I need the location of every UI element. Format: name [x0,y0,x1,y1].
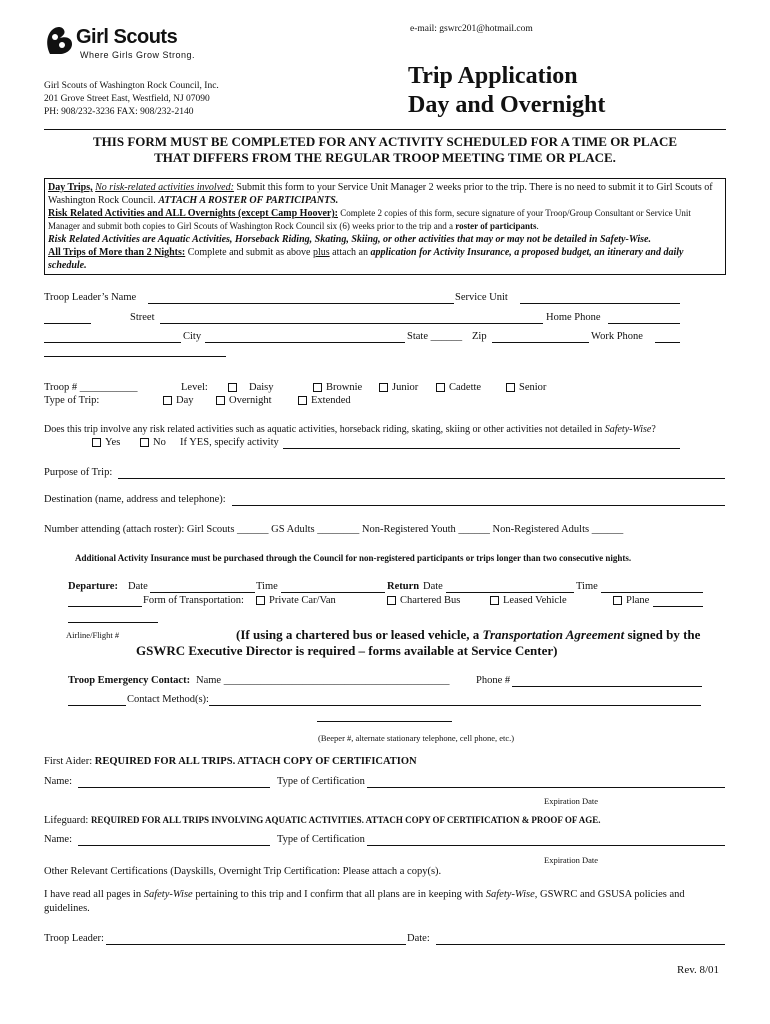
agreement-line1: I have read all pages in Safety-Wise pertaining to this trip and I confirm that all plans are in keeping with Safety-Wise, GSWRC and GSUSA policies and [44,889,685,900]
return-label: Return [387,581,420,592]
zip-field[interactable] [492,342,589,343]
trefoil-icon [44,26,74,56]
checkbox[interactable] [216,396,225,405]
level-cadette-label: Cadette [449,382,482,393]
lifeguard-name-label: Name: [44,834,72,845]
checkbox[interactable] [313,383,322,392]
departure-date-label: Date [128,581,148,592]
first-aider-cert-field[interactable] [367,787,725,788]
if-yes-field[interactable] [283,448,680,449]
return-time-label: Time [576,581,598,592]
trip-overnight[interactable] [216,395,272,406]
service-unit-field[interactable] [520,303,680,304]
airline-field[interactable] [68,622,158,623]
level-daisy[interactable] [228,382,274,393]
home-phone-field[interactable] [608,323,680,324]
sign-date-label: Date: [407,933,430,944]
lifeguard-label: Lifeguard: REQUIRED FOR ALL TRIPS INVOLVING AQUATIC ACTIVITIES. ATTACH COPY OF CERTIFICATION & PROOF OF AGE. [44,815,601,826]
first-aider-cert-label: Type of Certification [277,776,365,787]
troop-leader-name-label: Troop Leader’s Name [44,292,137,303]
departure-time-label: Time [256,581,278,592]
insurance-note: Additional Activity Insurance must be purchased through the Council for non-registered participants or trips longer than two consecutive nights. [75,553,632,563]
day-trips-text: Submit this form to your Service Unit Manager 2 weeks prior to the trip. There is no need to submit it to Girl Scouts of Washington Rock Council. [48,182,713,206]
day-trips-sublabel: No risk-related activities involved: [95,182,234,193]
transport-private-label: Private Car/Van [269,595,336,606]
level-label: Level: [181,382,208,393]
airline-label: Airline/Flight # [66,630,120,640]
risk-roster: roster of participants [455,221,537,231]
checkbox[interactable] [506,383,515,392]
attending-line[interactable]: Number attending (attach roster): Girl Scouts ______ GS Adults ________ Non-Registered Youth ______ Non-Registered Adults ______ [44,524,624,535]
service-unit-label: Service Unit [455,292,508,303]
level-junior[interactable] [379,382,418,393]
risk-label: Risk Related Activities and ALL Overnights (except Camp Hoover): [48,208,338,219]
lifeguard-name-field[interactable] [78,845,270,846]
level-senior-label: Senior [519,382,547,393]
if-yes-label: If YES, specify activity [180,437,279,448]
checkbox[interactable] [436,383,445,392]
home-phone-label: Home Phone [546,312,601,323]
destination-field[interactable] [232,505,725,506]
lifeguard-expiration: Expiration Date [544,855,599,865]
departure-date-field[interactable] [150,592,255,593]
checkbox[interactable] [490,596,499,605]
transport-bus[interactable] [387,595,460,606]
purpose-field[interactable] [118,478,725,479]
contact-method-prefix[interactable] [68,705,126,706]
level-daisy-label: Daisy [249,382,274,393]
email-text: e-mail: gswrc201@hotmail.com [410,24,533,34]
contact-method-label: Contact Method(s): [127,694,209,705]
troop-number-label: Troop # ___________ [44,382,138,393]
first-aider-name-label: Name: [44,776,72,787]
page-title-line1: Trip Application [408,63,578,89]
transport-bus-label: Chartered Bus [400,595,461,606]
day-trips-label: Day Trips, [48,182,93,193]
more-nights-text1: Complete and submit as above [187,247,311,258]
plane-field[interactable] [653,606,703,607]
more-nights-text2: attach an [332,247,368,258]
return-date-field[interactable] [446,592,574,593]
transport-label: Form of Transportation: [143,595,244,606]
address-number-field[interactable] [44,323,91,324]
transport-plane-label: Plane [626,595,650,606]
instructions-box: Day Trips, No risk-related activities involved: Submit this form to your Service Unit Manager 2 weeks prior to the trip. There is no need to submit it to Girl Scouts of Washington Rock Council. ATTACH A ROSTER OF PARTICIPANTS. Risk Related Activities and ALL Overnights (except Camp Hoover): Complete 2 copies of this form, secure signature of your Troop/Group Consultant or Service Unit Manager and submit both copies to Girl Scouts of Washington Rock Council six (6) weeks prior to the trip and a roster of participants. Risk Related Activities are Aquatic Activities, Horseback Riding, Skating, Skiing, or other activities that may or may not be detailed in Safety-Wise. All Trips of More than 2 Nights: Complete and submit as above plus attach an application for Activity Insurance, a proposed budget, an itinerary and daily schedule. [44,178,726,275]
checkbox[interactable] [92,438,101,447]
other-certs-label: Other Relevant Certifications (Dayskills, Overnight Trip Certification: Please attach a copy(s). [44,866,442,877]
trip-day-label: Day [176,395,194,406]
risk-text: Complete 2 copies of this form, secure signature of your Troop/Group Consultant or Service Unit Manager and submit both copies to Girl Scouts of Washington Rock Council six (6) weeks prior to the trip and a [48,208,691,231]
city-field[interactable] [44,342,181,343]
emergency-phone-label: Phone # [476,675,511,686]
troop-leader-name-field[interactable] [148,303,454,304]
risk-question: Does this trip involve any risk related activities such as aquatic activities, horseback riding, skating, skiing or other activities not detailed in Safety-Wise? [44,424,656,435]
sign-date-field[interactable] [436,944,725,945]
level-brownie[interactable] [313,382,362,393]
zip-label: Zip [472,331,487,342]
more-nights-plus: plus [313,247,330,258]
risk-yes-label: Yes [105,437,121,448]
departure-time-field[interactable] [281,592,385,593]
risk-yes[interactable] [92,437,120,448]
notice-line1: THIS FORM MUST BE COMPLETED FOR ANY ACTIVITY SCHEDULED FOR A TIME OR PLACE [93,134,677,149]
troop-leader-signature-field[interactable] [106,944,406,945]
logo-tagline: Where Girls Grow Strong. [80,50,196,60]
street-field[interactable] [160,323,543,324]
checkbox[interactable] [228,383,237,392]
checkbox[interactable] [140,438,149,447]
return-date-label: Date [423,581,443,592]
type-of-trip-label: Type of Trip: [44,395,100,406]
work-phone-label: Work Phone [591,331,643,342]
notice-line2: THAT DIFFERS FROM THE REGULAR TROOP MEETING TIME OR PLACE. [154,150,616,165]
checkbox[interactable] [379,383,388,392]
purpose-label: Purpose of Trip: [44,467,113,478]
org-address: 201 Grove Street East, Westfield, NJ 07090 [44,94,210,104]
contact-method-field-2[interactable] [317,721,452,722]
page-title-line2: Day and Overnight [408,92,606,118]
level-senior[interactable] [506,382,546,393]
agreement-line2: guidelines. [44,903,90,914]
checkbox[interactable] [387,596,396,605]
transport-plane[interactable] [613,595,649,606]
level-junior-label: Junior [392,382,419,393]
return-time-field[interactable] [601,592,703,593]
charter-note-line1: (If using a chartered bus or leased vehicle, a Transportation Agreement signed by the [236,627,701,642]
city-field-2[interactable] [205,342,405,343]
trip-extended-label: Extended [311,395,351,406]
charter-note-line2: GSWRC Executive Director is required – forms available at Service Center) [136,643,558,658]
logo-word: Girl Scouts [76,26,178,48]
trip-overnight-label: Overnight [229,395,272,406]
checkbox[interactable] [613,596,622,605]
street-label: Street [130,312,155,323]
checkbox[interactable] [256,596,265,605]
beeper-note: (Beeper #, alternate stationary telephone, cell phone, etc.) [318,733,515,743]
lifeguard-cert-label: Type of Certification [277,834,365,845]
departure-label: Departure: [68,581,118,592]
emergency-phone-field[interactable] [512,686,702,687]
more-nights-label: All Trips of More than 2 Nights: [48,247,186,258]
risk-no[interactable] [140,437,166,448]
extra-address-field[interactable] [44,356,226,357]
revision-label: Rev. 8/01 [677,964,720,976]
checkbox[interactable] [163,396,172,405]
first-aider-label: First Aider: REQUIRED FOR ALL TRIPS. ATTACH COPY OF CERTIFICATION [44,756,417,767]
org-phone: PH: 908/232-3236 FAX: 908/232-2140 [44,107,194,117]
transport-leased[interactable] [490,595,567,606]
troop-leader-sign-label: Troop Leader: [44,933,104,944]
header-divider [44,129,726,130]
level-cadette[interactable] [436,382,481,393]
lifeguard-cert-field[interactable] [367,845,725,846]
risk-definition: Risk Related Activities are Aquatic Activities, Horseback Riding, Skating, Skiing, or other activities that may or may not be detailed in Safety-Wise. [48,234,651,245]
contact-method-field[interactable] [209,705,701,706]
trip-extended[interactable] [298,395,351,406]
trip-day[interactable] [163,395,194,406]
org-name: Girl Scouts of Washington Rock Council, Inc. [44,81,219,91]
first-aider-name-field[interactable] [78,787,270,788]
level-brownie-label: Brownie [326,382,363,393]
day-trips-attach: ATTACH A ROSTER OF PARTICIPANTS. [158,195,339,206]
destination-label: Destination (name, address and telephone): [44,494,226,505]
checkbox[interactable] [298,396,307,405]
transport-prefix-field[interactable] [68,606,142,607]
state-label: State ______ [407,331,463,342]
transport-leased-label: Leased Vehicle [503,595,567,606]
city-label: City [183,331,202,342]
more-nights-bold: application for Activity Insurance, a proposed budget, an itinerary and daily schedule. [48,247,684,271]
emergency-contact-label: Troop Emergency Contact: [68,675,191,686]
emergency-name-field[interactable]: Name ___________________________________________ [196,675,450,686]
risk-no-label: No [153,437,166,448]
work-phone-field[interactable] [655,342,680,343]
first-aider-expiration: Expiration Date [544,796,599,806]
transport-private[interactable] [256,595,336,606]
